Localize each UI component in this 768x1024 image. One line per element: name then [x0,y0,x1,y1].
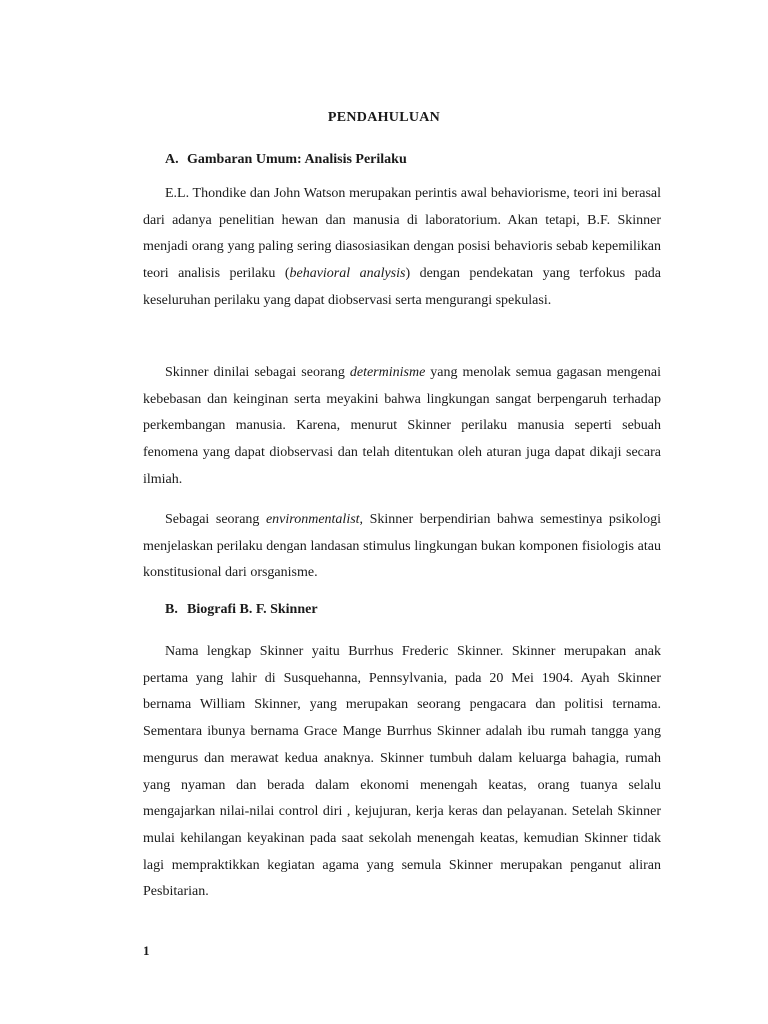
text-run: E.L. Thondike dan John Watson merupakan perintis awal behaviorisme, teori ini berasal dari adanya penelitian hewan dan manusia di laboratorium. Akan tetapi, B.F. Skinner menjadi orang yang paling sering diasosiasikan dengan posisi behavioris sebab kepemilikan teori analisis perilaku ( [143,186,661,282]
section-heading-b [165,602,318,618]
paragraph [143,181,661,315]
paragraph [143,639,661,906]
section-heading-a [165,152,407,168]
text-run: , Skinner berpendirian bahwa semestinya psikologi menjelaskan perilaku dengan landasan stimulus lingkungan bukan komponen fisiologis atau konstitusional dari orsganisme. [143,512,661,581]
text-run: Skinner dinilai sebagai seorang [165,365,350,380]
text-run: ) dengan pendekatan yang terfokus pada keseluruhan perilaku yang dapat diobservasi serta mengurangi spekulasi. [143,266,661,308]
text-run: yang menolak semua gagasan mengenai kebebasan dan keinginan serta meyakini bahwa lingkungan sangat berpengaruh terhadap perkembangan manusia. Karena, menurut Skinner perilaku manusia seperti sebuah fenomena yang dapat diobservasi dan telah ditentukan oleh aturan juga dapat dikaji secara ilmiah. [143,365,662,487]
section-number: A. [165,152,179,167]
page-title: PENDAHULUAN [327,110,441,125]
text-run: Nama lengkap Skinner yaitu Burrhus Frederic Skinner. Skinner merupakan anak pertama yang lahir di Susquehanna, Pennsylvania, pada 20 Mei 1904. Ayah Skinner bernama William Skinner, yang merupakan seorang pengacara dan politisi ternama. Sementara ibunya bernama Grace Mange Burrhus Skinner adalah ibu rumah tangga yang mengurus dan merawat kedua anaknya. Skinner tumbuh dalam keluarga bahagia, rumah yang nyaman dan berada dalam ekonomi menengah keatas, orang tuanya selalu mengajarkan nilai-nilai control diri , kejujuran, kerja keras dan pelayanan. Setelah Skinner mulai kehilangan keyakinan pada saat sekolah menengah keatas, kemudian Skinner tidak lagi mempraktikkan kegiatan agama yang semula Skinner merupakan penganut aliran Pesbitarian. [143,644,661,900]
page-number: 1 [143,943,150,958]
paragraph [143,507,661,587]
italic-term: behavioral analysis [289,266,406,282]
section-number: B. [165,602,178,617]
italic-term: determinisme [349,365,426,380]
section-heading-text: Biografi B. F. Skinner [187,602,318,617]
paragraph [143,360,661,494]
italic-term: environmentalist [265,512,360,527]
text-run: Sebagai seorang [165,512,266,527]
section-heading-text: Gambaran Umum: Analisis Perilaku [187,152,407,167]
